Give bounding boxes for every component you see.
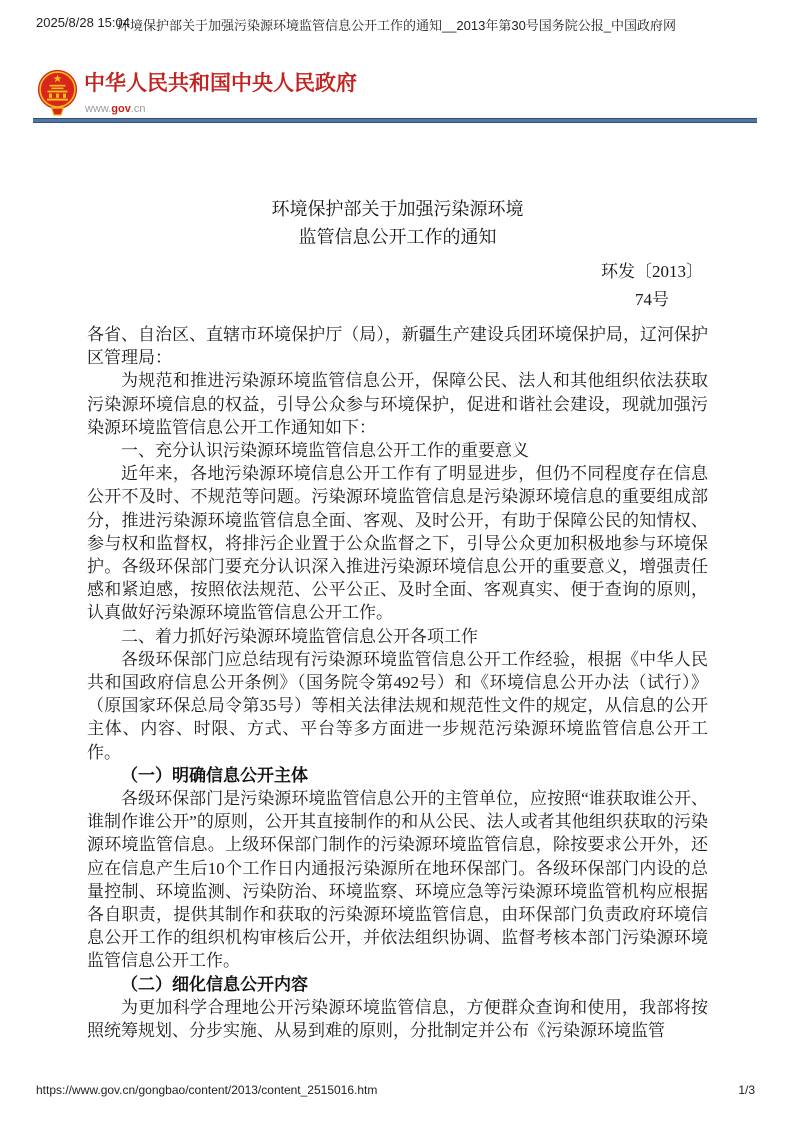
document-number-line2: 74号 [635,290,669,309]
document-paragraph: （一）明确信息公开主体 [121,765,308,785]
document-number-line1: 环发〔2013〕 [601,262,703,281]
document-paragraph: 各级环保部门应总结现有污染源环境监管信息公开工作经验，根据《中华人民共和国政府信息公开条例》（国务院令第492号）和《环境信息公开办法（试行）》（原国家环保总局令第35号）等相关法律法规和规范性文件的规定，从信息的公开主体、内容、时限、方式、平台等多方面进一步规范污染源环境监管信息公开工作。 [87,649,708,762]
document-paragraph: 为更加科学合理地公开污染源环境监管信息，方便群众查询和使用，我部将按照统筹规划、分步实施、从易到难的原则，分批制定并公布《污染源环境监管 [87,997,708,1041]
document-paragraph: 为规范和推进污染源环境监管信息公开，保障公民、法人和其他组织依法获取污染源环境信息的权益，引导公众参与环境保护，促进和谐社会建设，现就加强污染源环境监管信息公开工作通知如下： [87,371,708,437]
document-paragraph: 各省、自治区、直辖市环境保护厅（局），新疆生产建设兵团环境保护局，辽河保护区管理局： [87,325,708,368]
document-body [87,323,708,1042]
document-number [596,258,708,314]
site-url-suffix: .cn [130,103,146,115]
print-source-url: https://www.gov.cn/gongbao/content/2013/content_2515016.htm [36,1083,378,1097]
site-url-prefix: www. [85,103,112,115]
document-title-line2: 监管信息公开工作的通知 [298,227,497,247]
print-page-indicator: 1/3 [738,1083,755,1097]
site-url-gov: gov [111,103,131,115]
site-name: 中华人民共和国中央人民政府 [84,72,357,95]
site-url [85,103,146,115]
national-emblem-icon [37,69,78,117]
govcn-banner [33,62,757,124]
document-paragraph: 各级环保部门是污染源环境监管信息公开的主管单位，应按照“谁获取谁公开、谁制作谁公开”的原则，公开其直接制作的和从公民、法人或者其他组织获取的污染源环境监管信息。上级环保部门制作的污染源环境监管信息，除按要求公开外，还应在信息产生后10个工作日内通报污染源所在地环保部门。各级环保部门内设的总量控制、环境监测、污染防治、环境监察、环境应急等污染源环境监管机构应根据各自职责，提供其制作和获取的污染源环境监管信息，由环保部门负责政府环境信息公开工作的组织机构审核后公开，并依法组织协调、监督考核本部门污染源环境监管信息公开工作。 [87,789,708,971]
document-paragraph: 近年来，各地污染源环境信息公开工作有了明显进步，但仍不同程度存在信息公开不及时、不规范等问题。污染源环境监管信息是污染源环境信息的重要组成部分，推进污染源环境监管信息全面、客观、及时公开，有助于保障公民的知情权、参与权和监督权，将排污企业置于公众监督之下，引导公众更加积极地参与环境保护。各级环保部门要充分认识深入推进污染源环境信息公开的重要意义，增强责任感和紧迫感，按照依法规范、公平公正、及时全面、客观真实、便于查询的原则，认真做好污染源环境监管信息公开工作。 [87,464,708,623]
banner-divider [33,118,757,123]
document-title-line1: 环境保护部关于加强污染源环境 [271,199,524,219]
print-timestamp: 2025/8/28 15:04 [36,15,130,30]
article [87,195,708,1042]
document-paragraph: （二）细化信息公开内容 [121,974,308,994]
document-paragraph: 二、着力抓好污染源环境监管信息公开各项工作 [121,626,478,646]
print-page-title: 环境保护部关于加强污染源环境监管信息公开工作的通知__2013年第30号国务院公报_中国政府网 [116,18,677,33]
document-paragraph: 一、充分认识污染源环境监管信息公开工作的重要意义 [121,441,529,461]
